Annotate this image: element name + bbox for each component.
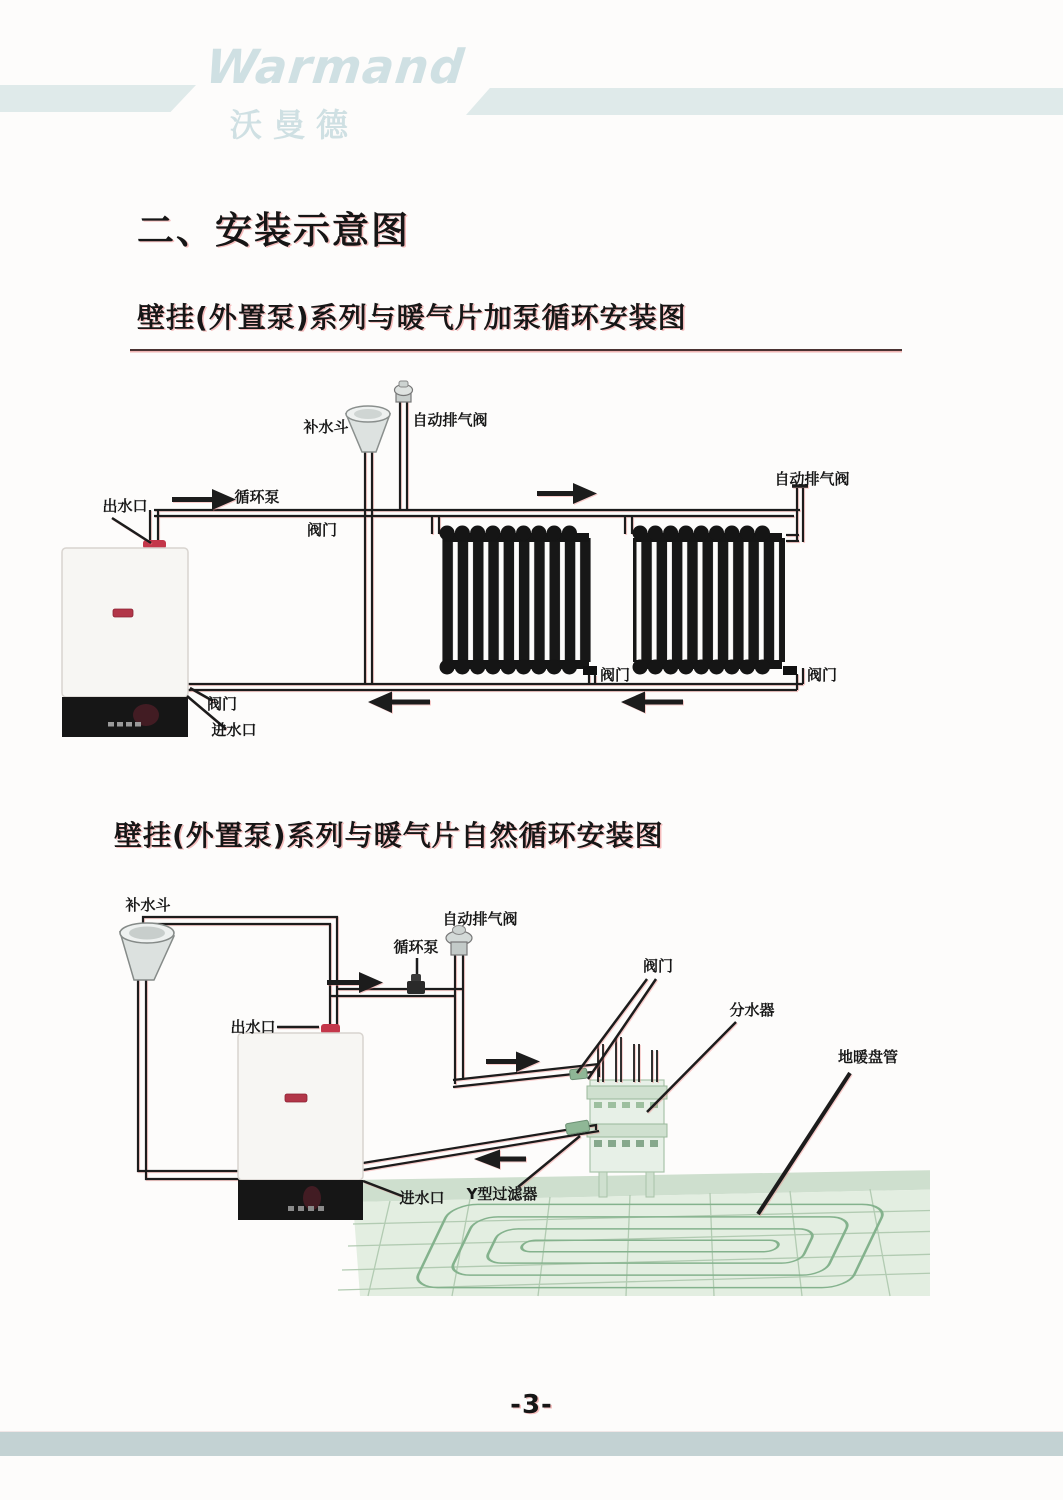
label2-floor-coil: 地暖盘管	[837, 1048, 899, 1066]
label-air-vent: 自动排气阀	[412, 411, 488, 429]
label-water-funnel: 补水斗	[303, 418, 349, 436]
label-circulation-pump: 循环泵	[234, 488, 280, 506]
manifold-top-pipes	[598, 1037, 657, 1082]
arrow-right2-icon	[573, 483, 597, 504]
radiator2-valve-icon	[783, 666, 797, 675]
label-water-inlet: 进水口	[211, 721, 257, 739]
footer-band	[0, 1431, 1063, 1456]
arrow-left-shaft	[392, 700, 430, 705]
boiler2-brand-badge	[285, 1094, 307, 1102]
label2-circulation-pump: 循环泵	[393, 938, 439, 956]
pipe-network-2	[138, 917, 599, 1179]
boiler-2	[238, 1024, 363, 1220]
arrow2-supply-shaft	[486, 1059, 516, 1064]
brand-logo-chinese: 沃曼德	[230, 106, 360, 144]
arrow2-right-shaft	[327, 980, 359, 985]
page-number: -3-	[510, 1390, 553, 1420]
label-valve-main: 阀门	[306, 521, 338, 539]
header-band-right	[466, 88, 1063, 115]
brand-logo: Warmand	[203, 40, 468, 95]
diagram1-title: 壁挂(外置泵)系列与暖气片加泵循环安装图	[137, 301, 687, 334]
boiler-brand-badge	[113, 609, 133, 617]
label2-water-funnel: 补水斗	[125, 896, 171, 914]
label2-water-outlet: 出水口	[230, 1018, 276, 1036]
arrow2-return-shaft	[498, 1157, 526, 1162]
arrow-left2-shaft	[645, 700, 683, 705]
arrow-left2-icon	[621, 692, 645, 714]
air-vent2-icon	[446, 926, 472, 956]
label-valve-radiator2: 阀门	[806, 666, 838, 684]
diagram2-natural-circulation	[50, 872, 930, 1302]
label-valve-return: 阀门	[206, 695, 238, 713]
arrow2-return-icon	[474, 1150, 500, 1170]
arrow2-supply-icon	[516, 1052, 540, 1073]
boiler2-control-panel	[238, 1180, 363, 1220]
label2-y-filter: Y型过滤器	[466, 1185, 538, 1203]
section-title: 二、安装示意图	[137, 209, 410, 252]
water-funnel-icon	[346, 406, 390, 452]
label2-valve: 阀门	[642, 957, 674, 975]
label-water-outlet: 出水口	[102, 497, 148, 515]
header-band-left	[0, 85, 196, 112]
radiator-1	[440, 533, 597, 675]
air-vent-icon	[395, 381, 413, 402]
arrow-left-icon	[368, 692, 392, 714]
label2-air-vent: 自动排气阀	[442, 910, 518, 928]
label2-manifold: 分水器	[729, 1001, 775, 1019]
arrow-right-shaft	[172, 497, 212, 502]
arrow-right2-shaft	[537, 491, 573, 496]
diagram1-pump-circulation	[50, 372, 920, 772]
radiator1-valve-icon	[583, 666, 597, 675]
label-air-vent-right: 自动排气阀	[774, 470, 850, 488]
label2-water-inlet: 进水口	[399, 1189, 445, 1207]
label-valve-radiator1: 阀门	[599, 666, 631, 684]
water-funnel2-icon	[120, 923, 174, 980]
diagram2-title: 壁挂(外置泵)系列与暖气片自然循环安装图	[114, 819, 664, 852]
boiler	[62, 540, 188, 737]
boiler-control-panel	[62, 697, 188, 737]
circulation-pump-icon	[407, 958, 425, 994]
arrow-right-icon	[212, 489, 236, 510]
diagram1-title-underline	[130, 349, 902, 351]
radiator-2	[633, 533, 797, 675]
